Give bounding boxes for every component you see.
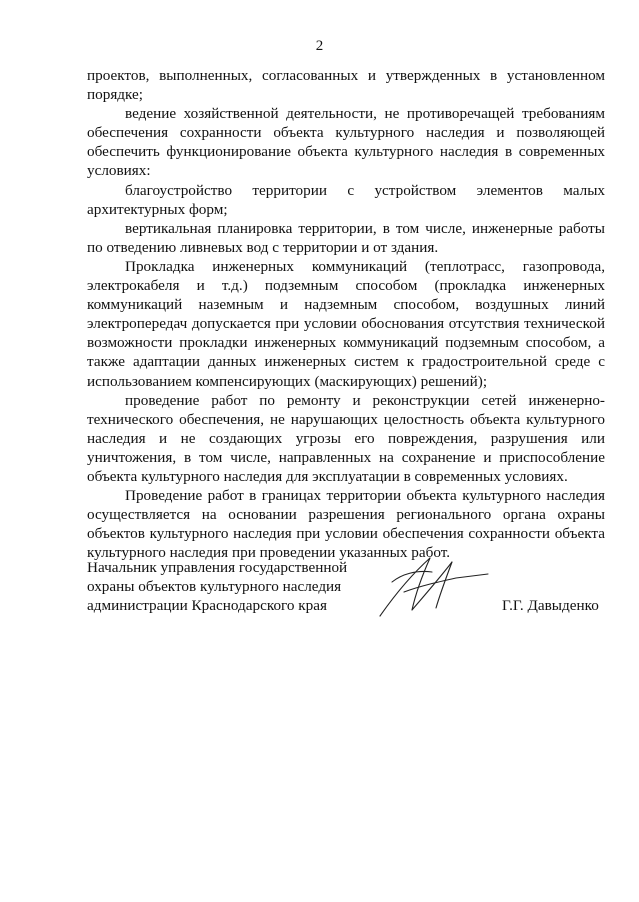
paragraph-works-conditions: Проведение работ в границах территории объекта культурного наследия осуществляется на основании разрешения регионального органа охраны объектов культурного наследия при условии обеспечения сохранности объекта культурного наследия при проведении указанных работ. bbox=[87, 487, 605, 562]
signatory-position bbox=[87, 558, 387, 616]
position-line: администрации Краснодарского края bbox=[87, 597, 327, 615]
paragraph-repair-works: проведение работ по ремонту и реконструкции сетей инженерно-технического обеспечения, не нарушающих целостность объекта культурного наследия и не создающих угрозы его повреждения, разрушения или уничтожения, в том числе, направленных на сохранение и приспособление объекта культурного наследия для эксплуатации в современных условиях. bbox=[87, 391, 605, 485]
paragraph-utilities-laying: Прокладка инженерных коммуникаций (теплотрасс, газопровода, электрокабеля и т.д.) подземным способом (прокладка инженерных коммуникаций наземным и надземным способом, воздушных линий электропередач допускается при условии обоснования отсутствия технической возможности прокладки инженерных коммуникаций подземным способом, а также адаптации данных инженерных систем к градостроительной среде с использованием компенсирующих (маскирующих) решений); bbox=[87, 257, 605, 390]
position-line: охраны объектов культурного наследия bbox=[87, 578, 342, 596]
document-body bbox=[87, 66, 605, 562]
position-line: Начальник управления государственной bbox=[87, 559, 348, 576]
paragraph-vertical-planning: вертикальная планировка территории, в том числе, инженерные работы по отведению ливневых вод с территории и от здания. bbox=[87, 219, 605, 256]
paragraph-landscaping: благоустройство территории с устройством элементов малых архитектурных форм; bbox=[87, 181, 605, 218]
page-number: 2 bbox=[315, 38, 324, 54]
handwritten-signature-icon bbox=[372, 552, 492, 620]
paragraph-continuation: проектов, выполненных, согласованных и утвержденных в установленном порядке; bbox=[87, 67, 605, 104]
signatory-name: Г.Г. Давыденко bbox=[502, 597, 599, 614]
paragraph-economic-activity: ведение хозяйственной деятельности, не противоречащей требованиям обеспечения сохранности объекта культурного наследия и позволяющей обеспечить функционирование объекта культурного наследия в современных условиях: bbox=[87, 105, 605, 180]
